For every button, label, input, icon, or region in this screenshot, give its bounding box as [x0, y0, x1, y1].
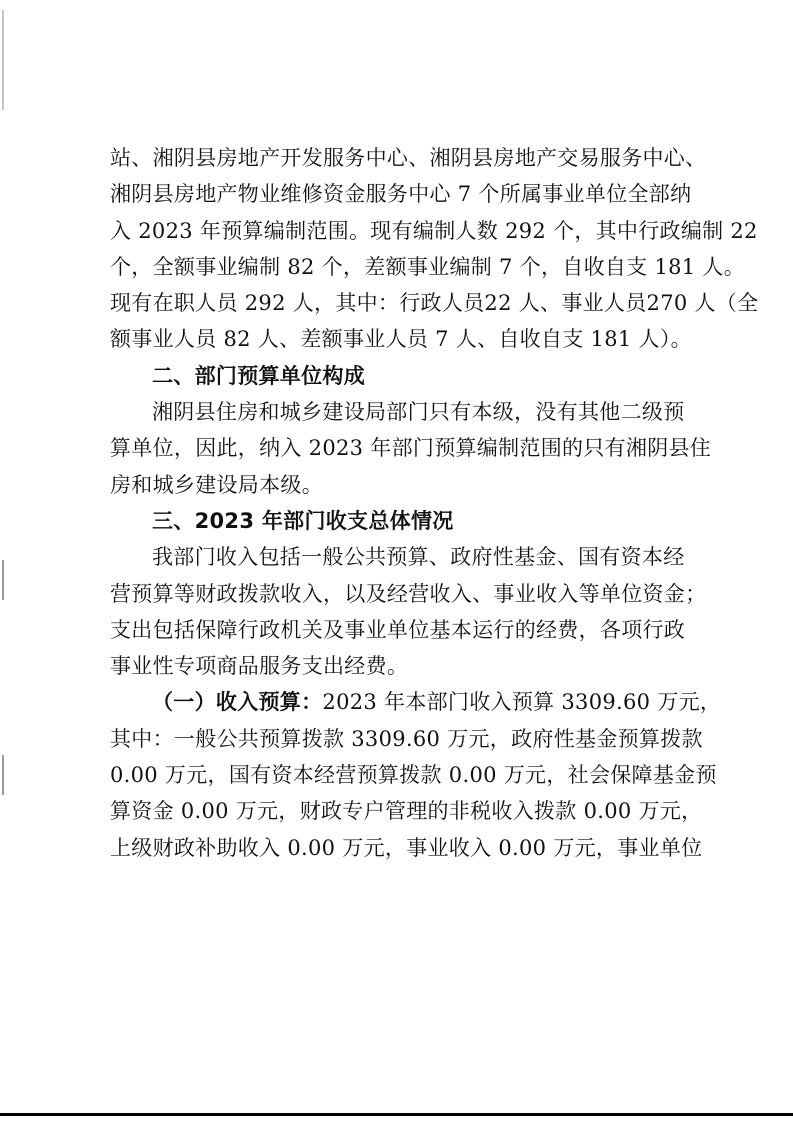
paragraph-income-budget	[110, 684, 722, 865]
text-line: 额事业人员 82 人、差额事业人员 7 人、自收自支 181 人）。	[110, 327, 692, 352]
text-line: 营预算等财政拨款收入，以及经营收入、事业收入等单位资金；	[110, 581, 707, 606]
scan-mark	[2, 755, 4, 795]
text-line: 房和城乡建设局本级。	[110, 472, 323, 497]
section-heading-overall-budget: 三、2023 年部门收支总体情况	[152, 508, 454, 533]
text-line: 湘阴县房地产物业维修资金服务中心 7 个所属事业单位全部纳	[110, 182, 692, 207]
text-line: 湘阴县住房和城乡建设局部门只有本级，没有其他二级预	[152, 400, 685, 425]
text-line: 算单位，因此，纳入 2023 年部门预算编制范围的只有湘阴县住	[110, 436, 712, 461]
scan-mark	[2, 560, 4, 600]
document-body	[110, 140, 759, 866]
page-bottom-border	[0, 1113, 793, 1116]
text-line: 现有在职人员 292 人，其中：行政人员22 人、事业人员270 人（全	[110, 291, 759, 316]
paragraph-staffing	[110, 140, 759, 358]
text-line: 站、湘阴县房地产开发服务中心、湘阴县房地产交易服务中心、	[110, 146, 707, 170]
text-line: 0.00 万元，国有资本经营预算拨款 0.00 万元，社会保障基金预	[110, 763, 717, 788]
text-line: 其中：一般公共预算拨款 3309.60 万元，政府性基金预算拨款	[110, 726, 703, 751]
paragraph-budget-units	[110, 394, 712, 503]
text-line: 上级财政补助收入 0.00 万元，事业收入 0.00 万元，事业单位	[110, 835, 703, 860]
text-line: 我部门收入包括一般公共预算、政府性基金、国有资本经	[152, 545, 685, 570]
text-line: 算资金 0.00 万元，财政专户管理的非税收入拨款 0.00 万元，	[110, 799, 703, 824]
text-line: 事业性专项商品服务支出经费。	[110, 654, 409, 679]
text-line: 支出包括保障行政机关及事业单位基本运行的经费，各项行政	[110, 617, 686, 642]
text-line: 个，全额事业编制 82 个，差额事业编制 7 个，自收自支 181 人。	[110, 254, 746, 279]
text-line	[110, 684, 722, 720]
subsection-label-income: （一）收入预算：	[152, 689, 323, 715]
section-heading-budget-units: 二、部门预算单位构成	[152, 363, 365, 388]
text-span: 2023 年本部门收入预算 3309.60 万元，	[322, 690, 722, 715]
scan-binding-marks	[0, 0, 8, 1122]
scan-mark	[2, 10, 4, 110]
paragraph-overall-budget	[110, 539, 707, 684]
text-line: 入 2023 年预算编制范围。现有编制人数 292 个，其中行政编制 22	[110, 218, 758, 243]
